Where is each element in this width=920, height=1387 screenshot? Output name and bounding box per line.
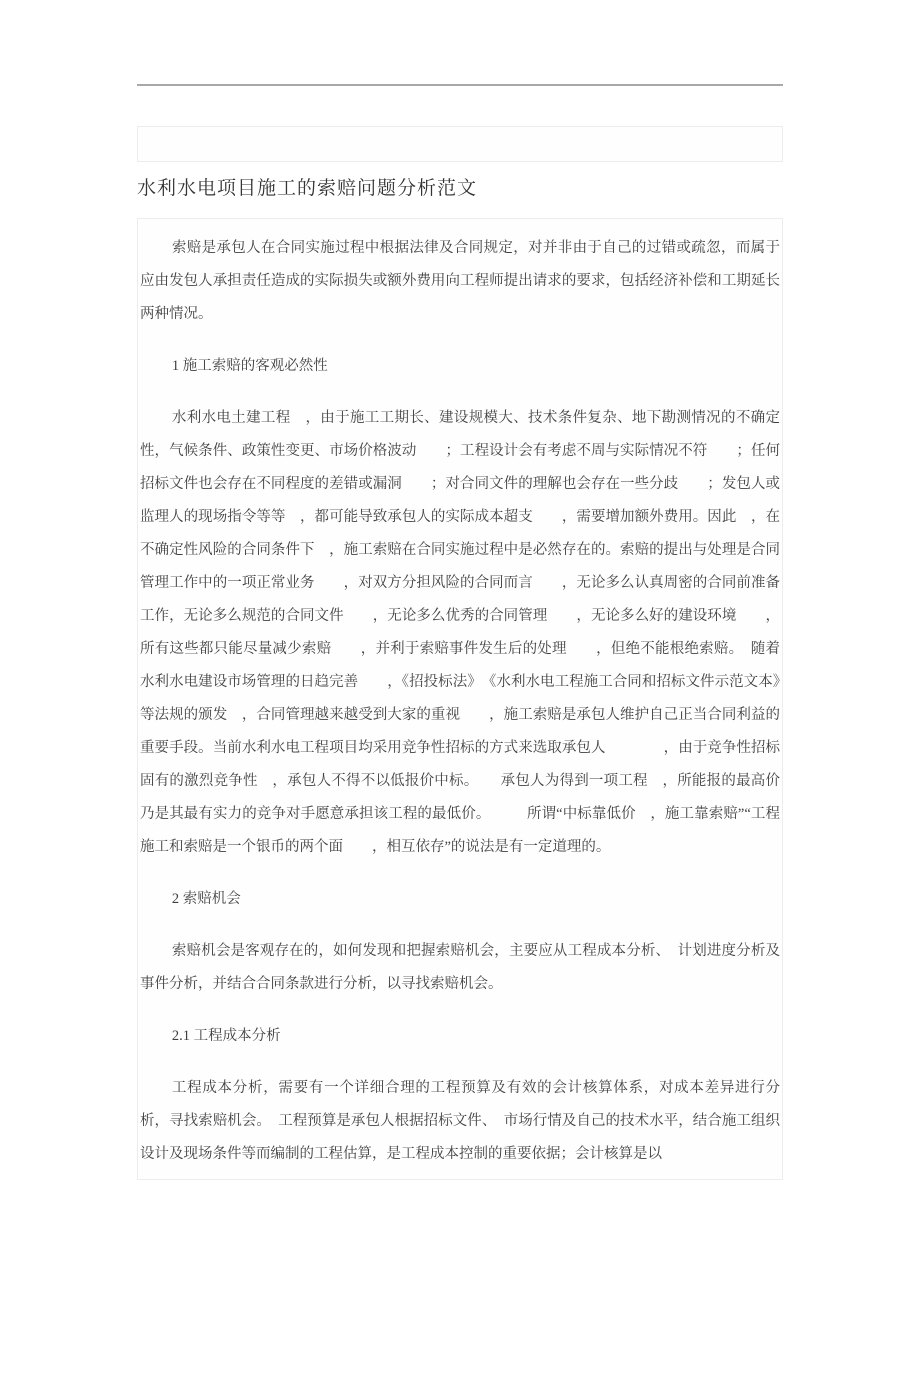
top-divider [137,84,783,86]
paragraph-section-2-body: 索赔机会是客观存在的，如何发现和把握索赔机会，主要应从工程成本分析、 计划进度分析及事件分析，并结合合同条款进行分析，以寻找索赔机会。 [140,943,780,992]
document-title: 水利水电项目施工的索赔问题分析范文 [137,178,478,199]
paragraph-section-1-body: 水利水电土建工程 ，由于施工工期长、建设规模大、技术条件复杂、地下勘测情况的不确定性，气候条件、政策性变更、市场价格波动 ；工程设计会有考虑不周与实际情况不符 ；任何招标文件也会存在不同程度的差错或漏洞 ；对合同文件的理解也会存在一些分歧 ；发包人或监理人的现场指令等等 ，都可能导致承包人的实际成本超支 ，需要增加额外费用。因此 ，在不确定性风险的合同条件下 ，施工索赔在合同实施过程中是必然存在的。索赔的提出与处理是合同管理工作中的一项正常业务 ，对双方分担风险的合同而言 ，无论多么认真周密的合同前准备工作，无论多么规范的合同文件 ，无论多么优秀的合同管理 ，无论多么好的建设环境 ，所有这些都只能尽量减少索赔 ，并利于索赔事件发生后的处理 ，但绝不能根绝索赔。 随着水利水电建设市场管理的日趋完善 ，《招投标法》 《水利水电工程施工合同和招标文件示范文本》等法规的颁发 ，合同管理越来越受到大家的重视 ，施工索赔是承包人维护自己正当合同利益的重要手段。当前水利水电工程项目均采用竞争性招标的方式来选取承包人 ，由于竞争性招标固有的激烈竞争性 ，承包人不得不以低报价中标。 承包人为得到一项工程 ，所能报的最高价乃是其最有实力的竞争对手愿意承担该工程的最低价。 所谓“中标靠低价 ，施工靠索赔”“工程施工和索赔是一个银币的两个面 ，相互依存”的说法是有一定道理的。 [140,410,780,855]
document-body-box [137,218,783,1180]
section-heading-2-1: 2.1 工程成本分析 [171,1028,281,1044]
header-strip-box [137,126,783,162]
section-heading-1: 1 施工索赔的客观必然性 [171,358,328,374]
paragraph-claim-definition: 索赔是承包人在合同实施过程中根据法律及合同规定，对并非由于自己的过错或疏忽，而属于应由发包人承担责任造成的实际损失或额外费用向工程师提出请求的要求，包括经济补偿和工期延长两种情况。 [140,240,780,322]
paragraph-section-2-1-body: 工程成本分析，需要有一个详细合理的工程预算及有效的会计核算体系，对成本差异进行分析，寻找索赔机会。 工程预算是承包人根据招标文件、 市场行情及自己的技术水平，结合施工组织设计及现场条件等而编制的工程估算，是工程成本控制的重要依据；会计核算是以 [140,1080,780,1162]
section-heading-2: 2 索赔机会 [171,891,241,907]
document-column [137,84,783,1180]
